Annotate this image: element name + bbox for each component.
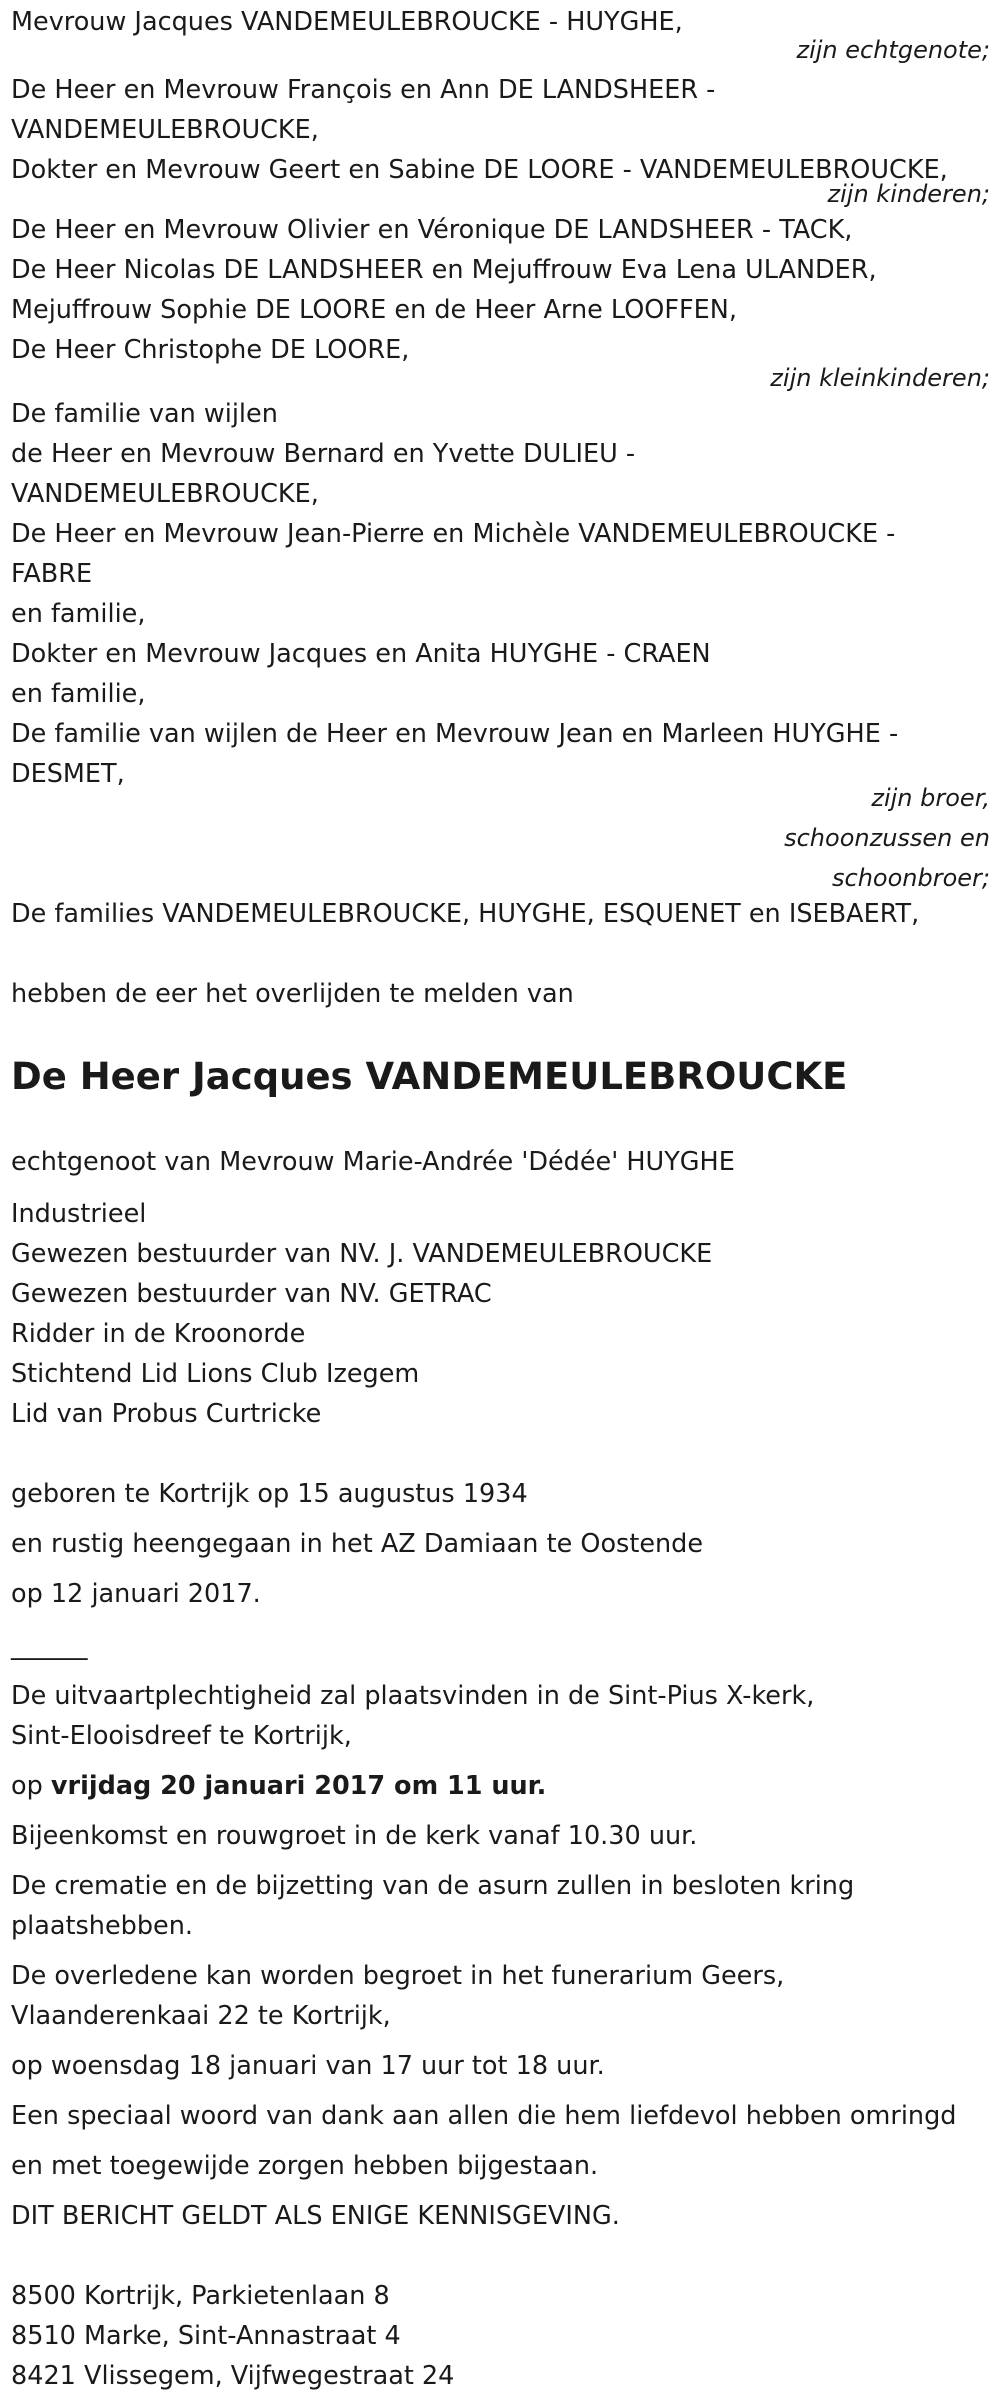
grandchildren-line: De Heer Christophe DE LOORE, xyxy=(11,335,410,365)
funeral-date: vrijdag 20 januari 2017 om 11 uur. xyxy=(50,1771,547,1801)
viewing-line: De overledene kan worden begroet in het funerarium Geers, xyxy=(11,1961,785,1991)
children-line: De Heer en Mevrouw François en Ann DE LANDSHEER - xyxy=(11,75,716,105)
grandchildren-role: zijn kleinkinderen; xyxy=(770,364,990,392)
gathering-line: Bijeenkomst en rouwgroet in de kerk vanaf 10.30 uur. xyxy=(11,1821,698,1851)
siblings-role: schoonbroer; xyxy=(832,864,990,892)
birth-line: geboren te Kortrijk op 15 augustus 1934 xyxy=(11,1479,528,1509)
sibling-line: en familie, xyxy=(11,599,146,629)
children-line: Dokter en Mevrouw Geert en Sabine DE LOORE - VANDEMEULEBROUCKE, xyxy=(11,155,948,185)
siblings-role: zijn broer, xyxy=(871,784,990,812)
thanks-line: en met toegewijde zorgen hebben bijgestaan. xyxy=(11,2151,599,2181)
sibling-line: FABRE xyxy=(11,559,93,589)
siblings-role: schoonzussen en xyxy=(784,824,990,852)
title-line: Lid van Probus Curtricke xyxy=(11,1399,322,1429)
intro-line: hebben de eer het overlijden te melden van xyxy=(11,979,574,1009)
sibling-line: De Heer en Mevrouw Jean-Pierre en Michèle VANDEMEULEBROUCKE - xyxy=(11,519,896,549)
funeral-line: Sint-Elooisdreef te Kortrijk, xyxy=(11,1721,352,1751)
children-role: zijn kinderen; xyxy=(827,180,990,208)
deceased-name: De Heer Jacques VANDEMEULEBROUCKE xyxy=(11,1055,848,1098)
title-line: Industrieel xyxy=(11,1199,147,1229)
funeral-date-prefix: op xyxy=(11,1771,51,1801)
address-line: 8421 Vlissegem, Vijfwegestraat 24 xyxy=(11,2361,455,2391)
spouse-role: zijn echtgenote; xyxy=(796,36,990,64)
grandchildren-line: De Heer en Mevrouw Olivier en Véronique DE LANDSHEER - TACK, xyxy=(11,215,853,245)
address-line: 8510 Marke, Sint-Annastraat 4 xyxy=(11,2321,401,2351)
grandchildren-line: De Heer Nicolas DE LANDSHEER en Mejuffrouw Eva Lena ULANDER, xyxy=(11,255,877,285)
sibling-line: Dokter en Mevrouw Jacques en Anita HUYGHE - CRAEN xyxy=(11,639,711,669)
families-line: De families VANDEMEULEBROUCKE, HUYGHE, ESQUENET en ISEBAERT, xyxy=(11,899,920,929)
thanks-line: Een speciaal woord van dank aan allen die hem liefdevol hebben omringd xyxy=(11,2101,957,2131)
funeral-date-line xyxy=(11,1771,547,1801)
sibling-line: en familie, xyxy=(11,679,146,709)
cremation-line: De crematie en de bijzetting van de asurn zullen in besloten kring xyxy=(11,1871,855,1901)
sibling-line: De familie van wijlen de Heer en Mevrouw Jean en Marleen HUYGHE - xyxy=(11,719,899,749)
spouse-line: Mevrouw Jacques VANDEMEULEBROUCKE - HUYGHE, xyxy=(11,7,683,37)
death-line: en rustig heengegaan in het AZ Damiaan te Oostende xyxy=(11,1529,704,1559)
funeral-line: De uitvaartplechtigheid zal plaatsvinden in de Sint-Pius X-kerk, xyxy=(11,1681,815,1711)
title-line: Gewezen bestuurder van NV. GETRAC xyxy=(11,1279,492,1309)
grandchildren-line: Mejuffrouw Sophie DE LOORE en de Heer Arne LOOFFEN, xyxy=(11,295,737,325)
sibling-line: VANDEMEULEBROUCKE, xyxy=(11,479,319,509)
sibling-line: DESMET, xyxy=(11,759,125,789)
viewing-line: Vlaanderenkaai 22 te Kortrijk, xyxy=(11,2001,391,2031)
viewing-line: op woensdag 18 januari van 17 uur tot 18 uur. xyxy=(11,2051,605,2081)
address-line: 8500 Kortrijk, Parkietenlaan 8 xyxy=(11,2281,390,2311)
title-line: Gewezen bestuurder van NV. J. VANDEMEULEBROUCKE xyxy=(11,1239,713,1269)
cremation-line: plaatshebben. xyxy=(11,1911,193,1941)
title-line: Ridder in de Kroonorde xyxy=(11,1319,306,1349)
sibling-line: De familie van wijlen xyxy=(11,399,278,429)
death-date-line: op 12 januari 2017. xyxy=(11,1579,261,1609)
sibling-line: de Heer en Mevrouw Bernard en Yvette DULIEU - xyxy=(11,439,636,469)
title-line: Stichtend Lid Lions Club Izegem xyxy=(11,1359,420,1389)
separator: ______ xyxy=(11,1631,88,1661)
notice-line: DIT BERICHT GELDT ALS ENIGE KENNISGEVING. xyxy=(11,2201,620,2231)
children-line: VANDEMEULEBROUCKE, xyxy=(11,115,319,145)
spouse-of-line: echtgenoot van Mevrouw Marie-Andrée 'Dédée' HUYGHE xyxy=(11,1147,735,1177)
